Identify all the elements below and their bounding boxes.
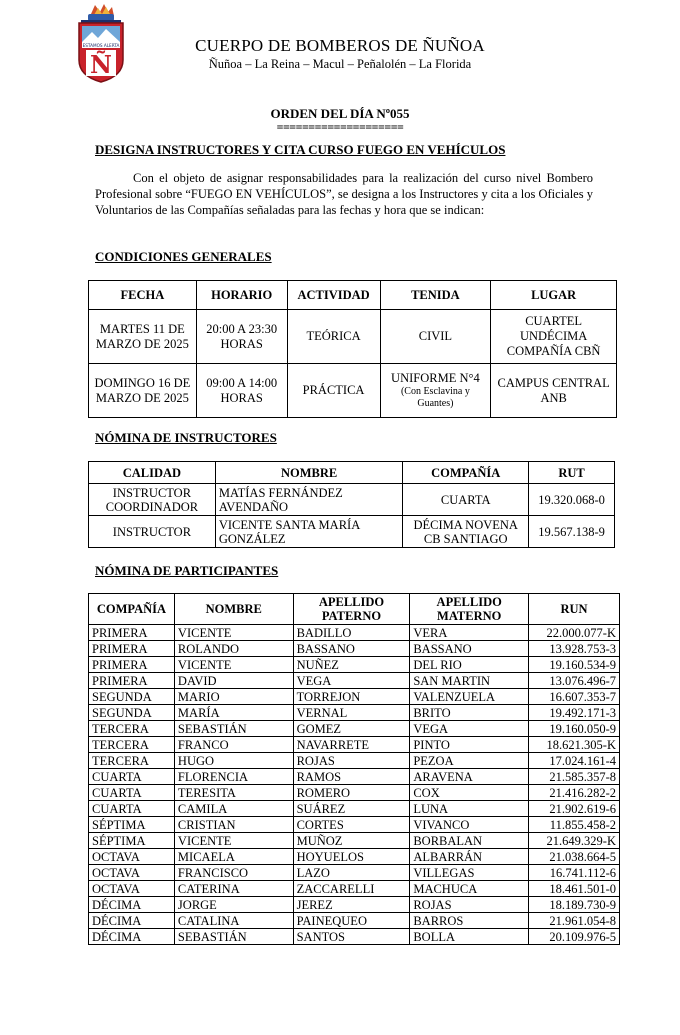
run-cell: 19.492.171-3 — [529, 705, 620, 721]
paternal-surname-cell: CORTES — [293, 817, 410, 833]
fire-department-crest-logo — [76, 2, 126, 84]
run-cell: 16.607.353-7 — [529, 689, 620, 705]
column-header: HORARIO — [196, 281, 287, 310]
table-row — [89, 833, 620, 849]
order-title: ORDEN DEL DÍA Nº055 — [270, 106, 410, 121]
column-header: TENIDA — [380, 281, 491, 310]
run-cell: 18.189.730-9 — [529, 897, 620, 913]
first-name-cell: FRANCISCO — [174, 865, 293, 881]
first-name-cell: VICENTE — [174, 625, 293, 641]
run-cell: 21.416.282-2 — [529, 785, 620, 801]
attire-note: (Con Esclavina y Guantes) — [400, 386, 470, 409]
run-cell: 18.461.501-0 — [529, 881, 620, 897]
table-row — [89, 881, 620, 897]
column-header: RUT — [529, 462, 615, 484]
table-row — [89, 737, 620, 753]
table-row — [89, 897, 620, 913]
company-cell: TERCERA — [89, 753, 175, 769]
run-cell: 21.038.664-5 — [529, 849, 620, 865]
column-header: FECHA — [89, 281, 197, 310]
company-cell: DÉCIMA — [89, 897, 175, 913]
paternal-surname-cell: PAINEQUEO — [293, 913, 410, 929]
first-name-cell: CAMILA — [174, 801, 293, 817]
paternal-surname-cell: SANTOS — [293, 929, 410, 945]
instructors-heading: NÓMINA DE INSTRUCTORES — [95, 430, 277, 445]
paternal-surname-cell: ROJAS — [293, 753, 410, 769]
paternal-surname-cell: HOYUELOS — [293, 849, 410, 865]
attire-text: CIVIL — [418, 329, 453, 343]
column-header: CALIDAD — [89, 462, 216, 484]
table-row — [89, 673, 620, 689]
paternal-surname-cell: TORREJON — [293, 689, 410, 705]
place-cell: CUARTEL UNDÉCIMA COMPAÑÍA CBÑ — [491, 310, 617, 364]
maternal-surname-cell: BOLLA — [410, 929, 529, 945]
table-row — [89, 785, 620, 801]
table-row — [89, 516, 615, 548]
first-name-cell: MARIO — [174, 689, 293, 705]
company-cell: CUARTA — [89, 801, 175, 817]
table-header-row — [89, 462, 615, 484]
activity-cell: TEÓRICA — [287, 310, 380, 364]
company-cell: TERCERA — [89, 737, 175, 753]
run-cell: 16.741.112-6 — [529, 865, 620, 881]
paternal-surname-cell: ROMERO — [293, 785, 410, 801]
maternal-surname-cell: VILLEGAS — [410, 865, 529, 881]
participants-table — [88, 593, 620, 945]
date-cell: MARTES 11 DE MARZO DE 2025 — [89, 310, 197, 364]
first-name-cell: CATERINA — [174, 881, 293, 897]
first-name-cell: MARÍA — [174, 705, 293, 721]
paternal-surname-cell: RAMOS — [293, 769, 410, 785]
conditions-table — [88, 280, 617, 418]
table-row — [89, 753, 620, 769]
column-header: RUN — [529, 594, 620, 625]
attire-cell — [380, 364, 491, 418]
table-row — [89, 625, 620, 641]
run-cell: 21.961.054-8 — [529, 913, 620, 929]
run-cell: 17.024.161-4 — [529, 753, 620, 769]
paternal-surname-cell: NAVARRETE — [293, 737, 410, 753]
first-name-cell: VICENTE — [174, 833, 293, 849]
run-cell: 22.000.077-K — [529, 625, 620, 641]
crest-banner-text: ESTAMOS ALERTA — [82, 43, 120, 48]
rut-cell: 19.320.068-0 — [529, 484, 615, 516]
maternal-surname-cell: BRITO — [410, 705, 529, 721]
company-cell: OCTAVA — [89, 849, 175, 865]
run-cell: 11.855.458-2 — [529, 817, 620, 833]
paternal-surname-cell: SUÁREZ — [293, 801, 410, 817]
paternal-surname-cell: LAZO — [293, 865, 410, 881]
participants-heading: NÓMINA DE PARTICIPANTES — [95, 563, 279, 578]
paternal-surname-cell: NUÑEZ — [293, 657, 410, 673]
first-name-cell: JORGE — [174, 897, 293, 913]
first-name-cell: CATALINA — [174, 913, 293, 929]
maternal-surname-cell: ROJAS — [410, 897, 529, 913]
company-cell: PRIMERA — [89, 641, 175, 657]
table-row — [89, 865, 620, 881]
column-header: APELLIDO MATERNO — [410, 594, 529, 625]
first-name-cell: SEBASTIÁN — [174, 929, 293, 945]
role-cell: INSTRUCTOR COORDINADOR — [89, 484, 216, 516]
crest-letter: Ñ — [90, 50, 112, 79]
maternal-surname-cell: VERA — [410, 625, 529, 641]
participants-table-body — [89, 625, 620, 945]
company-cell: OCTAVA — [89, 881, 175, 897]
table-row — [89, 817, 620, 833]
maternal-surname-cell: VEGA — [410, 721, 529, 737]
company-cell: PRIMERA — [89, 657, 175, 673]
maternal-surname-cell: BORBALAN — [410, 833, 529, 849]
run-cell: 21.585.357-8 — [529, 769, 620, 785]
intro-paragraph: Con el objeto de asignar responsabilidades para la realización del curso nivel Bombero Profesional sobre “FUEGO EN VEHÍCULOS”, se designa a los Instructores y cita a los Oficiales y Voluntarios de las Compañías señaladas para las fechas y hora que se indican: — [95, 171, 593, 217]
company-cell: SÉPTIMA — [89, 833, 175, 849]
table-header-row — [89, 281, 617, 310]
run-cell: 19.160.050-9 — [529, 721, 620, 737]
paternal-surname-cell: ZACCARELLI — [293, 881, 410, 897]
first-name-cell: HUGO — [174, 753, 293, 769]
table-row — [89, 364, 617, 418]
maternal-surname-cell: ALBARRÁN — [410, 849, 529, 865]
first-name-cell: FLORENCIA — [174, 769, 293, 785]
table-row — [89, 769, 620, 785]
name-cell: MATÍAS FERNÁNDEZ AVENDAÑO — [215, 484, 402, 516]
table-row — [89, 641, 620, 657]
company-cell: CUARTA — [89, 785, 175, 801]
column-header: APELLIDO PATERNO — [293, 594, 410, 625]
maternal-surname-cell: PINTO — [410, 737, 529, 753]
column-header: COMPAÑÍA — [89, 594, 175, 625]
paternal-surname-cell: VERNAL — [293, 705, 410, 721]
time-cell: 09:00 A 14:00 HORAS — [196, 364, 287, 418]
maternal-surname-cell: PEZOA — [410, 753, 529, 769]
company-cell: DÉCIMA — [89, 913, 175, 929]
column-header: NOMBRE — [215, 462, 402, 484]
table-row — [89, 310, 617, 364]
first-name-cell: SEBASTIÁN — [174, 721, 293, 737]
rut-cell: 19.567.138-9 — [529, 516, 615, 548]
run-cell: 21.902.619-6 — [529, 801, 620, 817]
paternal-surname-cell: GOMEZ — [293, 721, 410, 737]
table-row — [89, 484, 615, 516]
table-row — [89, 913, 620, 929]
activity-cell: PRÁCTICA — [287, 364, 380, 418]
company-cell: TERCERA — [89, 721, 175, 737]
maternal-surname-cell: BASSANO — [410, 641, 529, 657]
first-name-cell: VICENTE — [174, 657, 293, 673]
company-cell: OCTAVA — [89, 865, 175, 881]
maternal-surname-cell: SAN MARTIN — [410, 673, 529, 689]
run-cell: 13.076.496-7 — [529, 673, 620, 689]
maternal-surname-cell: MACHUCA — [410, 881, 529, 897]
column-header: ACTIVIDAD — [287, 281, 380, 310]
attire-cell — [380, 310, 491, 364]
company-cell: DÉCIMA NOVENA CB SANTIAGO — [403, 516, 529, 548]
maternal-surname-cell: LUNA — [410, 801, 529, 817]
role-cell: INSTRUCTOR — [89, 516, 216, 548]
table-row — [89, 721, 620, 737]
paternal-surname-cell: JEREZ — [293, 897, 410, 913]
first-name-cell: TERESITA — [174, 785, 293, 801]
run-cell: 20.109.976-5 — [529, 929, 620, 945]
paternal-surname-cell: MUÑOZ — [293, 833, 410, 849]
company-cell: CUARTA — [89, 769, 175, 785]
table-header-row — [89, 594, 620, 625]
instructors-table — [88, 461, 615, 548]
paternal-surname-cell: BADILLO — [293, 625, 410, 641]
organization-communes: Ñuñoa – La Reina – Macul – Peñalolén – La Florida — [208, 57, 472, 71]
organization-name: CUERPO DE BOMBEROS DE ÑUÑOA — [195, 36, 485, 55]
run-cell: 21.649.329-K — [529, 833, 620, 849]
table-row — [89, 849, 620, 865]
company-cell: SÉPTIMA — [89, 817, 175, 833]
paternal-surname-cell: VEGA — [293, 673, 410, 689]
company-cell: CUARTA — [403, 484, 529, 516]
maternal-surname-cell: DEL RIO — [410, 657, 529, 673]
maternal-surname-cell: COX — [410, 785, 529, 801]
company-cell: SEGUNDA — [89, 705, 175, 721]
first-name-cell: DAVID — [174, 673, 293, 689]
company-cell: DÉCIMA — [89, 929, 175, 945]
company-cell: SEGUNDA — [89, 689, 175, 705]
company-cell: PRIMERA — [89, 625, 175, 641]
order-subject: DESIGNA INSTRUCTORES Y CITA CURSO FUEGO EN VEHÍCULOS — [95, 142, 506, 157]
column-header: COMPAÑÍA — [403, 462, 529, 484]
order-title-separator: ==================== — [276, 120, 404, 134]
date-cell: DOMINGO 16 DE MARZO DE 2025 — [89, 364, 197, 418]
name-cell: VICENTE SANTA MARÍA GONZÁLEZ — [215, 516, 402, 548]
first-name-cell: ROLANDO — [174, 641, 293, 657]
table-row — [89, 929, 620, 945]
company-cell: PRIMERA — [89, 673, 175, 689]
run-cell: 13.928.753-3 — [529, 641, 620, 657]
maternal-surname-cell: VIVANCO — [410, 817, 529, 833]
time-cell: 20:00 A 23:30 HORAS — [196, 310, 287, 364]
run-cell: 18.621.305-K — [529, 737, 620, 753]
table-row — [89, 689, 620, 705]
maternal-surname-cell: ARAVENA — [410, 769, 529, 785]
paternal-surname-cell: BASSANO — [293, 641, 410, 657]
table-row — [89, 657, 620, 673]
column-header: LUGAR — [491, 281, 617, 310]
conditions-heading: CONDICIONES GENERALES — [95, 249, 272, 264]
first-name-cell: CRISTIAN — [174, 817, 293, 833]
maternal-surname-cell: VALENZUELA — [410, 689, 529, 705]
table-row — [89, 801, 620, 817]
first-name-cell: MICAELA — [174, 849, 293, 865]
first-name-cell: FRANCO — [174, 737, 293, 753]
run-cell: 19.160.534-9 — [529, 657, 620, 673]
place-cell: CAMPUS CENTRAL ANB — [491, 364, 617, 418]
attire-text: UNIFORME N°4 — [391, 371, 480, 385]
column-header: NOMBRE — [174, 594, 293, 625]
maternal-surname-cell: BARROS — [410, 913, 529, 929]
table-row — [89, 705, 620, 721]
